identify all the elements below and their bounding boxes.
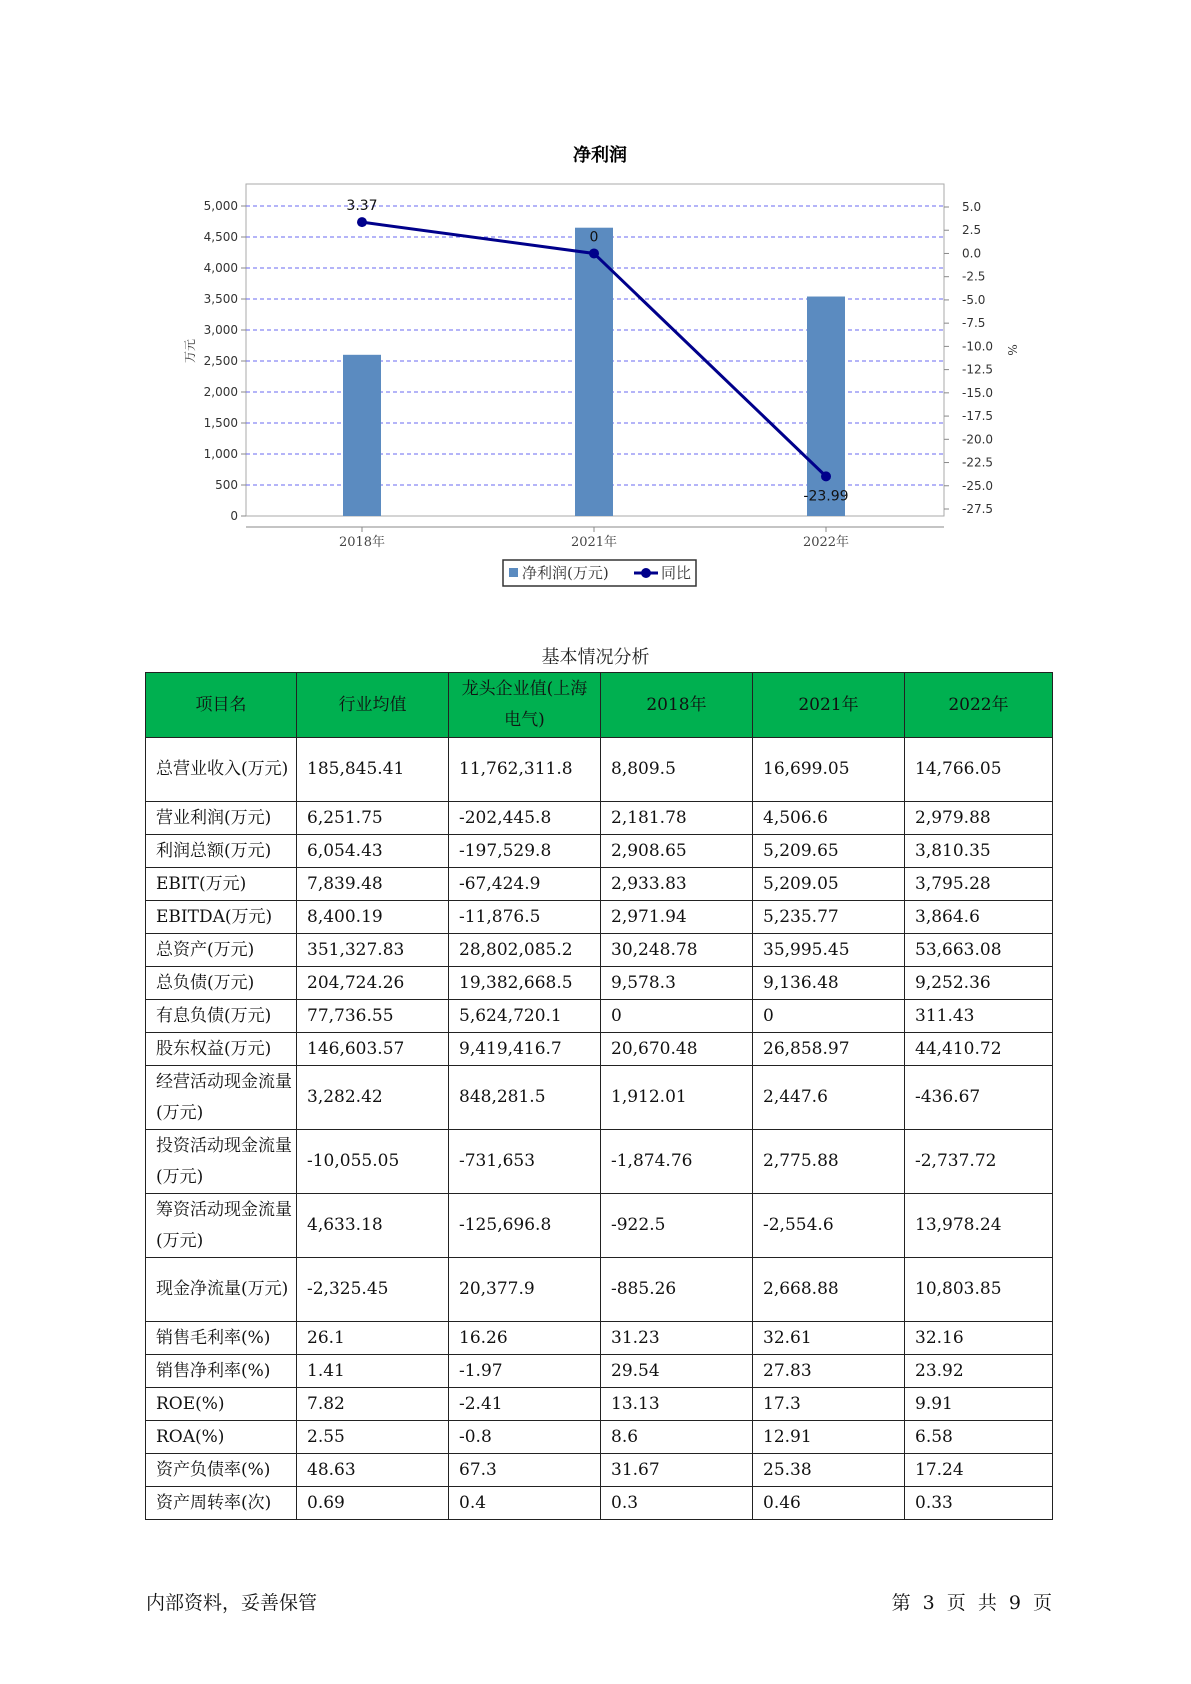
cell-2022: 9.91 (905, 1388, 1053, 1421)
y-tick-label: 3,000 (203, 323, 238, 337)
cell-2021: 17.3 (753, 1388, 905, 1421)
cell-2018: 9,578.3 (601, 967, 753, 1000)
legend-line-label: 同比 (661, 564, 692, 582)
cell-industry-avg: 6,054.43 (297, 835, 449, 868)
bar-2021年 (575, 228, 613, 516)
cell-leader: 67.3 (449, 1454, 601, 1487)
table-row (146, 1194, 1053, 1258)
y-tick-label: 1,000 (203, 447, 238, 461)
cell-2018: 8.6 (601, 1421, 753, 1454)
cell-2018: 2,971.94 (601, 901, 753, 934)
cell-2018: 31.23 (601, 1322, 753, 1355)
yoy-data-label: 0 (589, 229, 599, 246)
right-axis-ticks (944, 200, 993, 516)
row-label: 筹资活动现金流量(万元) (146, 1194, 297, 1258)
chart-legend (503, 560, 696, 586)
legend-line-marker (641, 568, 651, 578)
cell-2022: 6.58 (905, 1421, 1053, 1454)
cell-2021: 35,995.45 (753, 934, 905, 967)
cell-industry-avg: 1.41 (297, 1355, 449, 1388)
cell-leader: -202,445.8 (449, 802, 601, 835)
cell-2021: 2,775.88 (753, 1130, 905, 1194)
category-labels (339, 527, 849, 550)
y2-tick-label: -22.5 (962, 455, 994, 470)
cell-2021: 26,858.97 (753, 1033, 905, 1066)
cell-2018: 29.54 (601, 1355, 753, 1388)
cell-2022: 3,795.28 (905, 868, 1053, 901)
cell-industry-avg: 0.69 (297, 1487, 449, 1520)
col-header-leader: 龙头企业值(上海电气) (449, 673, 601, 738)
table-row (146, 802, 1053, 835)
y-tick-label: 3,500 (203, 292, 238, 306)
table-row (146, 1130, 1053, 1194)
cell-2018: 20,670.48 (601, 1033, 753, 1066)
y2-tick-label: -10.0 (962, 339, 994, 354)
cell-industry-avg: 204,724.26 (297, 967, 449, 1000)
cell-industry-avg: 3,282.42 (297, 1066, 449, 1130)
cell-2022: 311.43 (905, 1000, 1053, 1033)
cell-2022: 2,979.88 (905, 802, 1053, 835)
row-label: 有息负债(万元) (146, 1000, 297, 1033)
cell-2022: 53,663.08 (905, 934, 1053, 967)
net-profit-chart (0, 0, 1191, 600)
y-tick-label: 4,500 (203, 230, 238, 244)
row-label: 投资活动现金流量(万元) (146, 1130, 297, 1194)
cell-2022: 0.33 (905, 1487, 1053, 1520)
cell-industry-avg: 77,736.55 (297, 1000, 449, 1033)
y2-tick-label: -7.5 (962, 316, 986, 331)
cell-industry-avg: 8,400.19 (297, 901, 449, 934)
cell-2018: -922.5 (601, 1194, 753, 1258)
cell-2021: 0 (753, 1000, 905, 1033)
cell-2018: 2,181.78 (601, 802, 753, 835)
yoy-point (357, 217, 367, 227)
y2-tick-label: -17.5 (962, 409, 994, 424)
footer-confidential-note: 内部资料，妥善保管 (146, 1592, 318, 1614)
table-header-row (146, 673, 1053, 738)
table-row (146, 901, 1053, 934)
y-tick-label: 4,000 (203, 261, 238, 275)
cell-2022: 44,410.72 (905, 1033, 1053, 1066)
cell-industry-avg: 4,633.18 (297, 1194, 449, 1258)
col-header-industry-avg: 行业均值 (297, 673, 449, 738)
cell-leader: 20,377.9 (449, 1258, 601, 1322)
y2-tick-label: 5.0 (962, 200, 982, 214)
y-tick-label: 5,000 (203, 199, 238, 213)
cell-2021: 2,668.88 (753, 1258, 905, 1322)
y2-tick-label: -20.0 (962, 432, 994, 447)
y2-tick-label: -12.5 (962, 362, 994, 377)
table-row (146, 1033, 1053, 1066)
cell-2021: 12.91 (753, 1421, 905, 1454)
table-row (146, 1487, 1053, 1520)
cell-leader: -125,696.8 (449, 1194, 601, 1258)
cell-2018: 0.3 (601, 1487, 753, 1520)
row-label: 销售净利率(%) (146, 1355, 297, 1388)
cell-industry-avg: 48.63 (297, 1454, 449, 1487)
legend-bar-swatch (509, 568, 518, 577)
cell-2022: 13,978.24 (905, 1194, 1053, 1258)
y2-tick-label: 0.0 (962, 246, 982, 261)
cell-2021: 5,209.05 (753, 868, 905, 901)
row-label: 股东权益(万元) (146, 1033, 297, 1066)
cell-leader: -67,424.9 (449, 868, 601, 901)
chart-title: 净利润 (573, 145, 627, 166)
table-row (146, 1355, 1053, 1388)
cell-2018: 1,912.01 (601, 1066, 753, 1130)
cell-2021: -2,554.6 (753, 1194, 905, 1258)
cell-industry-avg: 146,603.57 (297, 1033, 449, 1066)
row-label: 经营活动现金流量(万元) (146, 1066, 297, 1130)
y2-tick-label: 2.5 (962, 223, 982, 238)
row-label: 总资产(万元) (146, 934, 297, 967)
col-header-2018: 2018年 (601, 673, 753, 738)
y-tick-label: 0 (230, 509, 238, 523)
cell-2022: 32.16 (905, 1322, 1053, 1355)
cell-leader: -197,529.8 (449, 835, 601, 868)
cell-2021: 5,209.65 (753, 835, 905, 868)
row-label: 现金净流量(万元) (146, 1258, 297, 1322)
table-row (146, 934, 1053, 967)
cell-leader: 848,281.5 (449, 1066, 601, 1130)
cell-leader: -2.41 (449, 1388, 601, 1421)
cell-leader: 5,624,720.1 (449, 1000, 601, 1033)
cell-2021: 32.61 (753, 1322, 905, 1355)
yoy-point (821, 471, 831, 481)
cell-leader: 19,382,668.5 (449, 967, 601, 1000)
row-label: 销售毛利率(%) (146, 1322, 297, 1355)
col-header-item: 项目名 (146, 673, 297, 738)
y2-tick-label: -2.5 (962, 269, 986, 284)
cell-2022: -436.67 (905, 1066, 1053, 1130)
table-row (146, 1000, 1053, 1033)
cell-industry-avg: 2.55 (297, 1421, 449, 1454)
cell-industry-avg: 26.1 (297, 1322, 449, 1355)
cell-industry-avg: 7,839.48 (297, 868, 449, 901)
cell-2018: -1,874.76 (601, 1130, 753, 1194)
row-label: 总负债(万元) (146, 967, 297, 1000)
cell-2022: 14,766.05 (905, 738, 1053, 802)
y2-tick-label: -25.0 (962, 478, 994, 493)
page-number: 第 3 页 共 9 页 (891, 1592, 1052, 1614)
y2-tick-label: -27.5 (962, 502, 994, 516)
row-label: EBITDA(万元) (146, 901, 297, 934)
cell-industry-avg: -2,325.45 (297, 1258, 449, 1322)
table-row (146, 835, 1053, 868)
row-label: 利润总额(万元) (146, 835, 297, 868)
cell-2022: -2,737.72 (905, 1130, 1053, 1194)
y-tick-label: 2,500 (203, 354, 238, 368)
row-label: 资产负债率(%) (146, 1454, 297, 1487)
cell-2018: 8,809.5 (601, 738, 753, 802)
cell-2021: 16,699.05 (753, 738, 905, 802)
y2-tick-label: -15.0 (962, 385, 994, 400)
row-label: EBIT(万元) (146, 868, 297, 901)
row-label: 营业利润(万元) (146, 802, 297, 835)
y2-tick-label: -5.0 (962, 292, 986, 307)
table-row (146, 1388, 1053, 1421)
yoy-data-label: 3.37 (346, 198, 378, 215)
cell-2018: 2,933.83 (601, 868, 753, 901)
cell-leader: 11,762,311.8 (449, 738, 601, 802)
cell-2021: 25.38 (753, 1454, 905, 1487)
table-row (146, 1066, 1053, 1130)
cell-industry-avg: 6,251.75 (297, 802, 449, 835)
cell-2018: 0 (601, 1000, 753, 1033)
cell-2018: 13.13 (601, 1388, 753, 1421)
cell-leader: 16.26 (449, 1322, 601, 1355)
category-label: 2018年 (338, 535, 386, 550)
cell-industry-avg: -10,055.05 (297, 1130, 449, 1194)
yoy-data-label: -23.99 (803, 488, 849, 505)
table-row (146, 1421, 1053, 1454)
cell-2022: 3,864.6 (905, 901, 1053, 934)
cell-leader: -11,876.5 (449, 901, 601, 934)
cell-2022: 10,803.85 (905, 1258, 1053, 1322)
y-tick-label: 500 (215, 478, 238, 492)
left-axis-ticks (204, 199, 246, 523)
table-row (146, 1454, 1053, 1487)
cell-2022: 9,252.36 (905, 967, 1053, 1000)
table-row (146, 738, 1053, 802)
bar-2022年 (807, 297, 845, 516)
y-tick-label: 2,000 (203, 385, 238, 399)
cell-2021: 4,506.6 (753, 802, 905, 835)
yoy-point (589, 248, 599, 258)
y-tick-label: 1,500 (203, 416, 238, 430)
cell-industry-avg: 7.82 (297, 1388, 449, 1421)
cell-2018: 30,248.78 (601, 934, 753, 967)
cell-2021: 9,136.48 (753, 967, 905, 1000)
cell-2021: 5,235.77 (753, 901, 905, 934)
cell-2021: 0.46 (753, 1487, 905, 1520)
cell-2018: -885.26 (601, 1258, 753, 1322)
cell-leader: -731,653 (449, 1130, 601, 1194)
cell-leader: 9,419,416.7 (449, 1033, 601, 1066)
bar-2018年 (343, 355, 381, 516)
table-row (146, 967, 1053, 1000)
cell-2018: 31.67 (601, 1454, 753, 1487)
cell-leader: 0.4 (449, 1487, 601, 1520)
cell-2022: 17.24 (905, 1454, 1053, 1487)
col-header-2022: 2022年 (905, 673, 1053, 738)
category-label: 2022年 (802, 535, 850, 550)
col-header-2021: 2021年 (753, 673, 905, 738)
row-label: 总营业收入(万元) (146, 738, 297, 802)
cell-leader: -0.8 (449, 1421, 601, 1454)
basic-analysis-table (145, 672, 1053, 1520)
row-label: ROA(%) (146, 1421, 297, 1454)
cell-2018: 2,908.65 (601, 835, 753, 868)
cell-2021: 27.83 (753, 1355, 905, 1388)
cell-leader: 28,802,085.2 (449, 934, 601, 967)
row-label: ROE(%) (146, 1388, 297, 1421)
legend-bar-label: 净利润(万元) (522, 564, 609, 582)
table-row (146, 1322, 1053, 1355)
category-label: 2021年 (570, 535, 618, 550)
table-title: 基本情况分析 (541, 647, 650, 668)
row-label: 资产周转率(次) (146, 1487, 297, 1520)
cell-industry-avg: 351,327.83 (297, 934, 449, 967)
cell-industry-avg: 185,845.41 (297, 738, 449, 802)
cell-leader: -1.97 (449, 1355, 601, 1388)
table-row (146, 868, 1053, 901)
y2-axis-label: % (1005, 344, 1019, 356)
cell-2021: 2,447.6 (753, 1066, 905, 1130)
table-row (146, 1258, 1053, 1322)
y-axis-label: 万元 (183, 338, 197, 364)
cell-2022: 23.92 (905, 1355, 1053, 1388)
cell-2022: 3,810.35 (905, 835, 1053, 868)
